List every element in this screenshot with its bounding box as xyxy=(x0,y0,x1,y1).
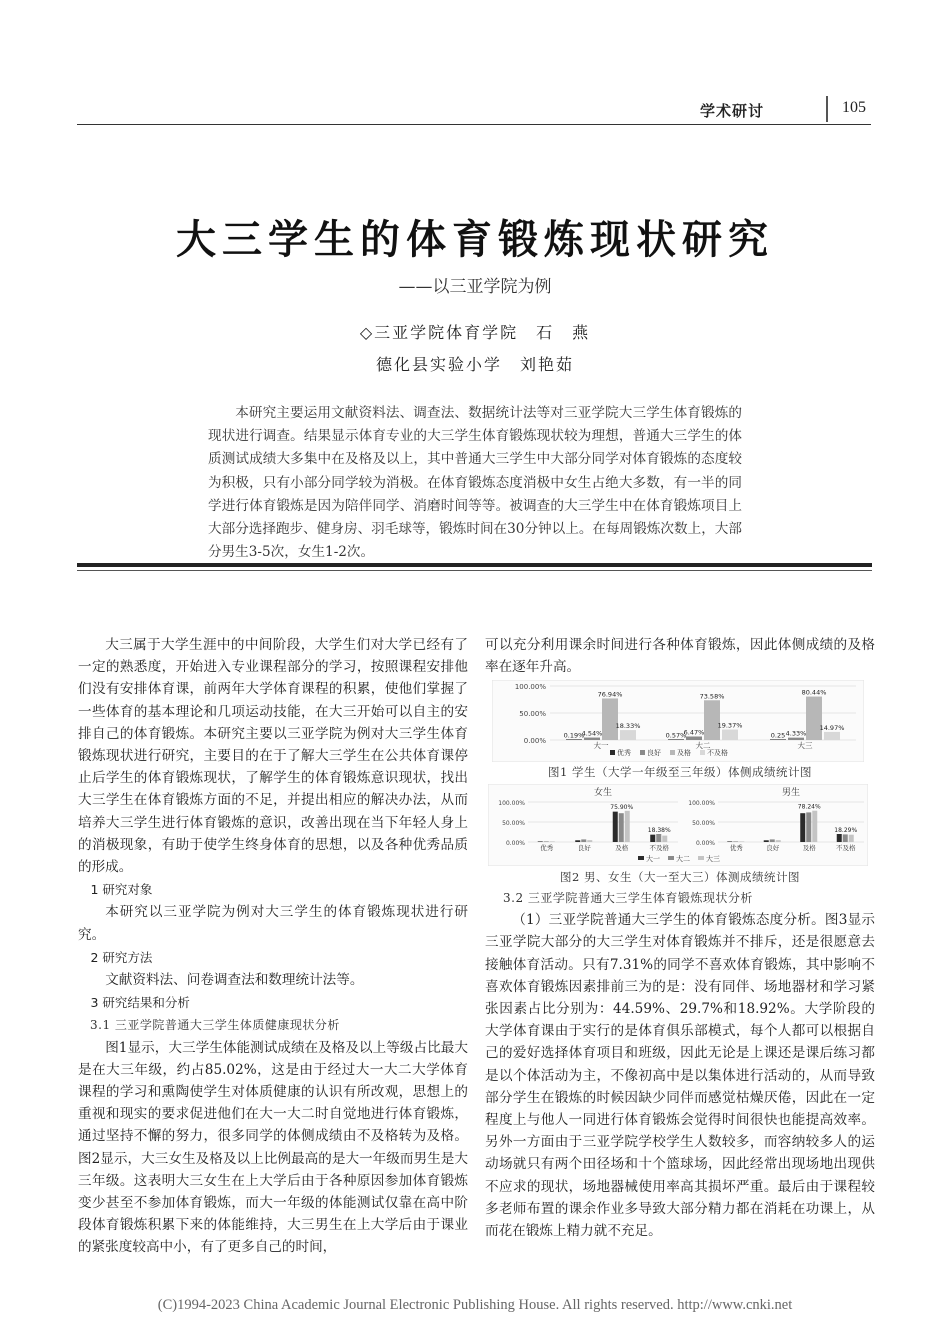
legend-label: 大三 xyxy=(706,855,720,863)
data-label: 80.44% xyxy=(801,688,827,697)
panel-title: 男生 xyxy=(781,788,801,798)
x-tick-label: 良好 xyxy=(577,844,591,852)
section-2-text: 文献资料法、问卷调查法和数理统计法等。 xyxy=(105,972,364,989)
author-line-2: 德化县实验小学 刘艳茹 xyxy=(375,355,574,374)
bar-大三 xyxy=(662,836,667,842)
legend-swatch xyxy=(670,750,675,755)
data-label: 18.33% xyxy=(615,722,641,731)
bar-大一 xyxy=(650,835,655,842)
section-3-2-heading: 3.2 三亚学院普通大三学生体育锻炼现状分析 xyxy=(503,891,753,905)
data-label: 73.58% xyxy=(699,692,725,701)
bar-大一 xyxy=(538,841,543,842)
right-column-bottom xyxy=(485,887,875,1242)
bar-大二 xyxy=(656,834,661,842)
y-tick-label: 100.00% xyxy=(514,683,546,691)
header-separator xyxy=(826,96,828,122)
legend-swatch xyxy=(668,856,674,860)
bar-大二 xyxy=(733,841,738,842)
data-label: 18.38% xyxy=(647,827,671,834)
figure-2-caption: 图2 男、女生（大一至大三）体测成绩统计图 xyxy=(560,870,800,884)
legend-swatch xyxy=(638,856,644,860)
bar-大二 xyxy=(544,841,549,842)
bar-良好 xyxy=(584,738,600,740)
bar-不及格 xyxy=(620,730,636,740)
legend-label: 优秀 xyxy=(617,749,631,757)
section-3-2-text: （1）三亚学院普通大三学生的体育锻炼态度分析。图3显示三亚学院大部分的大三学生对体育锻炼并不排斥，还是很愿意去接触体育活动。只有7.31%的同学不喜欢体育锻炼，其中影响不喜欢体育锻炼因素排前三为的是：没有同伴、场地器材和学习紧张因素占比分别为：44.59%、29.7%和18.92%。大学阶段的大学体育课由于实行的是体育俱乐部模式，每个人都可以根据自己的爱好选择体育项目和班级，因此无论是上课还是课后练习都是以个体活动为主，不像初高中是以集体进行活动的，从而导致部分学生在锻炼的时候因缺少同伴而感觉枯燥厌倦，因此在一定程度上与他人一同进行体育锻炼会觉得时间很快也能提高效率。另外一方面由于三亚学院学校学生人数较多，而容纳较多人的运动场就只有两个田径场和十个篮球场，因此经常出现场地出现供不应求的现状，场地器械使用率高其损坏严重。最后由于课程较多老师布置的课余作业多导致大部分精力都在消耗在功课上，从而花在锻炼上精力就不充足。 xyxy=(485,912,875,1240)
bar-大三 xyxy=(739,841,744,842)
x-tick-label: 不及格 xyxy=(836,844,856,852)
bar-大二 xyxy=(770,839,775,842)
data-label: 4.54% xyxy=(581,729,603,738)
page-number: 105 xyxy=(842,99,866,116)
data-label: 18.29% xyxy=(834,827,858,834)
legend-swatch xyxy=(700,750,705,755)
journal-section-label: 学术研讨 xyxy=(700,102,765,120)
copyright-footer: (C)1994-2023 China Academic Journal Electronic Publishing House. All rights reserved. http://www.cnki.net xyxy=(157,1297,793,1313)
x-tick-label: 大二 xyxy=(695,741,711,750)
abstract: 本研究主要运用文献资料法、调查法、数据统计法等对三亚学院大三学生体育锻炼的现状进行调查。结果显示体育专业的大三学生体育锻炼现状较为理想，普通大三学生的体质测试成绩大多集中在及格及以上，其中普通大三学生中大部分同学对体育锻炼的态度较为积极，只有小部分同学较为消极。在体育锻炼态度消极中女生占绝大多数，有一半的同学进行体育锻炼是因为陪伴同学、消磨时间等等。被调查的大三学生中在体育锻炼项目上大部分选择跑步、健身房、羽毛球等，锻炼时间在30分钟以上。在每周锻炼次数上，大部分男生3-5次，女生1-2次。 xyxy=(208,405,742,561)
bar-大三 xyxy=(849,835,854,842)
bar-大一 xyxy=(613,812,618,842)
data-label: 78.24% xyxy=(797,803,821,811)
x-tick-label: 大三 xyxy=(797,741,813,750)
author-line-1: ◇三亚学院体育学院 石 燕 xyxy=(359,323,591,342)
section-3-heading: 3 研究结果和分析 xyxy=(90,995,190,1011)
bar-大二 xyxy=(619,813,624,842)
bar-大一 xyxy=(837,834,842,842)
legend-swatch xyxy=(610,750,615,755)
legend-swatch xyxy=(640,750,645,755)
x-tick-label: 良好 xyxy=(766,844,780,852)
legend-label: 不及格 xyxy=(707,749,728,757)
bar-不及格 xyxy=(824,732,840,740)
legend-swatch xyxy=(698,856,704,860)
x-tick-label: 优秀 xyxy=(540,844,554,852)
y-tick-label: 0.00% xyxy=(523,737,546,745)
bar-大三 xyxy=(550,841,555,842)
bar-及格 xyxy=(704,700,720,740)
bar-不及格 xyxy=(722,730,738,740)
bar-优秀 xyxy=(770,739,786,740)
section-2-heading: 2 研究方法 xyxy=(90,949,153,965)
data-label: 0.25 xyxy=(770,731,786,740)
panel-title: 女生 xyxy=(593,788,613,798)
left-column xyxy=(78,634,468,1259)
bar-良好 xyxy=(788,738,804,740)
y-tick-label: 100.00% xyxy=(688,800,715,807)
bar-良好 xyxy=(686,737,702,740)
bar-优秀 xyxy=(566,739,582,740)
y-tick-label: 50.00% xyxy=(519,710,546,718)
bar-大三 xyxy=(776,840,781,842)
x-tick-label: 及格 xyxy=(802,844,816,852)
legend-label: 大一 xyxy=(646,855,660,863)
data-label: 0.19% xyxy=(563,731,585,740)
y-tick-label: 0.00% xyxy=(695,840,715,847)
abstract-divider-thin xyxy=(77,570,872,571)
bar-优秀 xyxy=(668,739,684,740)
x-tick-label: 优秀 xyxy=(729,844,743,852)
x-tick-label: 大一 xyxy=(593,741,609,750)
legend-label: 大二 xyxy=(676,855,690,863)
article-subtitle: ——以三亚学院为例 xyxy=(398,277,552,297)
bar-大三 xyxy=(812,811,817,842)
y-tick-label: 50.00% xyxy=(502,820,525,827)
data-label: 6.47% xyxy=(683,728,705,737)
figure-2-chart xyxy=(488,784,868,866)
abstract-divider xyxy=(77,563,872,567)
figure-1-caption: 图1 学生（大学一年级至三年级）体侧成绩统计图 xyxy=(548,765,812,779)
y-tick-label: 100.00% xyxy=(498,800,525,807)
figure-1-chart xyxy=(492,680,864,762)
bar-及格 xyxy=(806,697,822,740)
bar-大一 xyxy=(575,840,580,842)
data-label: 0.57% xyxy=(665,731,687,740)
bar-大三 xyxy=(587,840,592,842)
bar-大一 xyxy=(800,813,805,842)
bar-大二 xyxy=(581,839,586,842)
section-1-text: 本研究以三亚学院为例对大三学生的体育锻炼现状进行研究。 xyxy=(78,904,468,943)
right-column-top xyxy=(485,634,875,678)
section-3-1-text: 图1显示，大三学生体能测试成绩在及格及以上等级占比最大是在大三年级，约占85.02%，这是由于经过大一大二大学体育课程的学习和熏陶使学生对体质健康的认识有所改观，思想上的重视和现实的要求促进他们在大一大二时自觉地进行体育锻炼，通过坚持不懈的努力，很多同学的体侧成绩由不及格转为及格。图2显示，大三女生及格及以上比例最高的是大一年级而男生是大三年级。这表明大三女生在上大学后由于各种原因参加体育锻炼变少甚至不参加体育锻炼，而大一年级的体能测试仅靠在高中阶段体育锻炼积累下来的体能维持，大三男生在上大学后由于课业的紧张度较高中小，有了更多自己的时间， xyxy=(78,1039,468,1256)
header-rule xyxy=(77,124,871,125)
bar-大二 xyxy=(843,834,848,842)
data-label: 14.97% xyxy=(819,723,845,732)
section-3-1-heading: 3.1 三亚学院普通大三学生体质健康现状分析 xyxy=(90,1018,340,1033)
legend-label: 及格 xyxy=(677,749,691,757)
data-label: 19.37% xyxy=(717,721,743,730)
bar-大三 xyxy=(625,811,630,842)
bar-大二 xyxy=(806,812,811,842)
y-tick-label: 0.00% xyxy=(505,840,525,847)
legend-label: 良好 xyxy=(647,749,661,757)
bar-及格 xyxy=(602,698,618,740)
x-tick-label: 不及格 xyxy=(649,844,669,852)
continued-paragraph: 可以充分利用课余时间进行各种体育锻炼，因此体侧成绩的及格率在逐年升高。 xyxy=(485,637,875,676)
bar-大一 xyxy=(727,841,732,842)
x-tick-label: 及格 xyxy=(615,844,629,852)
data-label: 4.33% xyxy=(785,729,807,738)
section-1-heading: 1 研究对象 xyxy=(90,882,153,898)
bar-大一 xyxy=(764,840,769,842)
intro-paragraph: 大三属于大学生涯中的中间阶段，大学生们对大学已经有了一定的熟悉度，开始进入专业课程部分的学习，按照课程安排他们没有安排体育课，前两年大学体育课程的积累，使他们掌握了一些体育的基本理论和几项运动技能，在大三开始可以自主的安排自己的体育锻炼。本研究主要以三亚学院为例对大三学生体育锻炼现状进行研究，主要目的在于了解大三学生在公共体育课停止后学生的体育锻炼现状，了解学生的体育锻炼意识现状，找出大三学生在体育锻炼方面的不足，并提出相应的解决办法，从而培养大三学生进行体育锻炼的意识，改善出现在当下年轻人身上的消极现象，有助于使学生终身体育的思想，以及各种优秀品质的形成。 xyxy=(78,637,468,876)
data-label: 75.90% xyxy=(610,803,634,811)
y-tick-label: 50.00% xyxy=(692,820,715,827)
article-title: 大三学生的体育锻炼现状研究 xyxy=(176,216,774,263)
data-label: 76.94% xyxy=(597,690,623,699)
